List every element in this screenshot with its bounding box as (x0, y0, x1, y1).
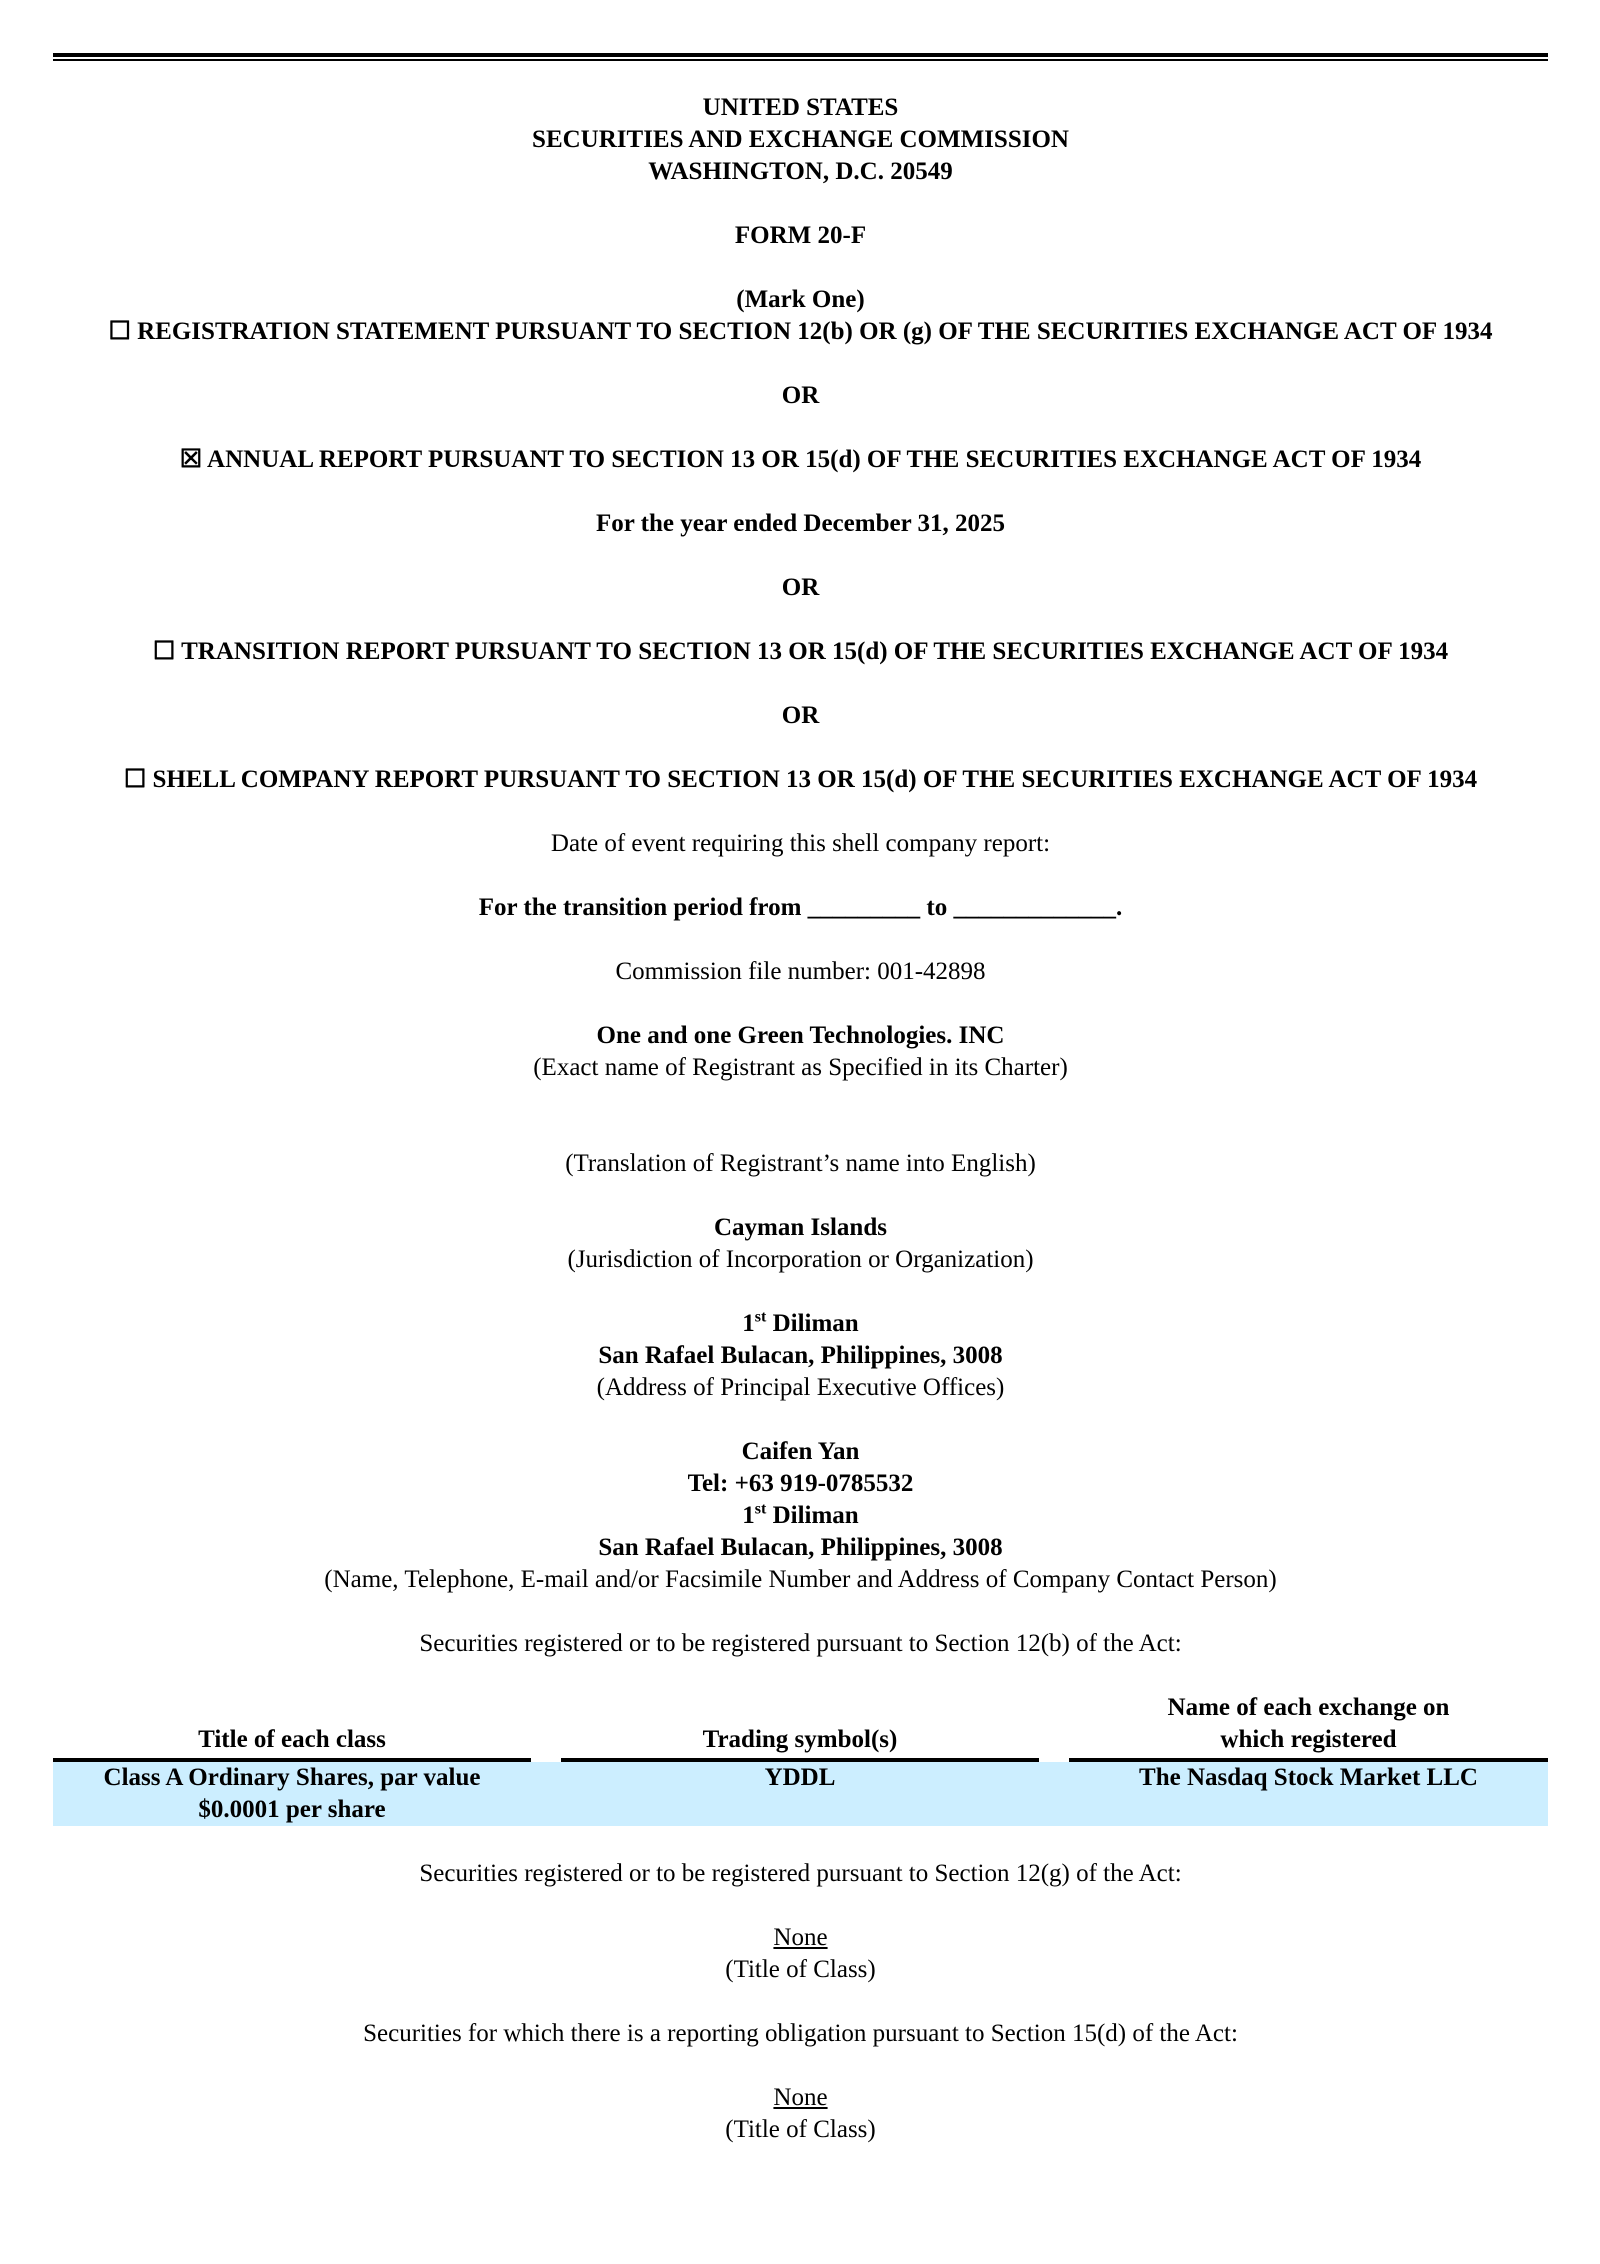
contact-number: 1 (742, 1502, 755, 1529)
form-title: FORM 20-F (734, 222, 867, 249)
cell-exchange: The Nasdaq Stock Market LLC (1069, 1762, 1548, 1826)
securities-15d-value (53, 2082, 1548, 2114)
contact-caption: (Name, Telephone, E-mail and/or Facsimile Number and Address of Company Contact Person) (324, 1566, 1277, 1593)
or-separator-3: OR (781, 702, 820, 729)
jurisdiction: Cayman Islands (714, 1214, 887, 1241)
securities-15d-caption: (Title of Class) (725, 2116, 876, 2143)
address-caption: (Address of Principal Executive Offices) (596, 1374, 1005, 1401)
option-annual: ☒ ANNUAL REPORT PURSUANT TO SECTION 13 OR 15(d) OF THE SECURITIES EXCHANGE ACT OF 1934 (179, 446, 1422, 473)
contact-street-name: Diliman (766, 1502, 859, 1529)
securities-12g-none: None (773, 1924, 828, 1951)
translation-caption: (Translation of Registrant’s name into English) (565, 1150, 1036, 1177)
option-transition: ☐ TRANSITION REPORT PURSUANT TO SECTION 13 OR 15(d) OF THE SECURITIES EXCHANGE ACT OF 1934 (152, 638, 1449, 665)
option-registration: ☐ REGISTRATION STATEMENT PURSUANT TO SECTION 12(b) OR (g) OF THE SECURITIES EXCHANGE ACT OF 1934 (108, 318, 1493, 345)
header-line-1: UNITED STATES (702, 94, 899, 121)
header-line-3: WASHINGTON, D.C. 20549 (648, 158, 953, 185)
securities-table (53, 1692, 1548, 1826)
mark-one: (Mark One) (736, 286, 865, 313)
cover-page (53, 92, 1548, 2146)
table-row (53, 1762, 1548, 1826)
cell-symbol: YDDL (561, 1762, 1039, 1826)
securities-15d-none: None (773, 2084, 828, 2111)
top-rule (53, 53, 1548, 57)
top-rule-thin (53, 59, 1548, 61)
year-ended: For the year ended December 31, 2025 (596, 510, 1005, 537)
contact-ordinal: st (754, 1500, 767, 1518)
securities-12g-caption: (Title of Class) (725, 1956, 876, 1983)
jurisdiction-caption: (Jurisdiction of Incorporation or Organization) (567, 1246, 1034, 1273)
address-street (53, 1308, 1548, 1340)
securities-12b-intro: Securities registered or to be registered pursuant to Section 12(b) of the Act: (419, 1630, 1182, 1657)
contact-city: San Rafael Bulacan, Philippines, 3008 (598, 1534, 1003, 1561)
address-city: San Rafael Bulacan, Philippines, 3008 (598, 1342, 1003, 1369)
registrant-name: One and one Green Technologies. INC (596, 1022, 1005, 1049)
address-street-name: Diliman (766, 1310, 859, 1337)
registrant-name-caption: (Exact name of Registrant as Specified in its Charter) (533, 1054, 1068, 1081)
col-symbol-header: Trading symbol(s) (561, 1692, 1039, 1762)
address-number: 1 (742, 1310, 755, 1337)
securities-15d-intro: Securities for which there is a reporting obligation pursuant to Section 15(d) of the Act: (363, 2020, 1238, 2047)
contact-name: Caifen Yan (741, 1438, 860, 1465)
col-exchange-header: Name of each exchange on which registered (1069, 1692, 1548, 1762)
cell-title: Class A Ordinary Shares, par value $0.0001 per share (53, 1762, 531, 1826)
or-separator-2: OR (781, 574, 820, 601)
securities-12g-intro: Securities registered or to be registered pursuant to Section 12(g) of the Act: (419, 1860, 1182, 1887)
address-ordinal: st (754, 1308, 767, 1326)
col-title-header: Title of each class (53, 1692, 531, 1762)
commission-file-number: Commission file number: 001-42898 (615, 958, 986, 985)
transition-period: For the transition period from _________ to _____________. (478, 894, 1123, 921)
securities-12g-value (53, 1922, 1548, 1954)
shell-date: Date of event requiring this shell company report: (550, 830, 1051, 857)
contact-street (53, 1500, 1548, 1532)
header-line-2: SECURITIES AND EXCHANGE COMMISSION (532, 126, 1069, 153)
or-separator-1: OR (781, 382, 820, 409)
contact-tel: Tel: +63 919-0785532 (687, 1470, 914, 1497)
option-shell: ☐ SHELL COMPANY REPORT PURSUANT TO SECTION 13 OR 15(d) OF THE SECURITIES EXCHANGE ACT OF 1934 (123, 766, 1478, 793)
